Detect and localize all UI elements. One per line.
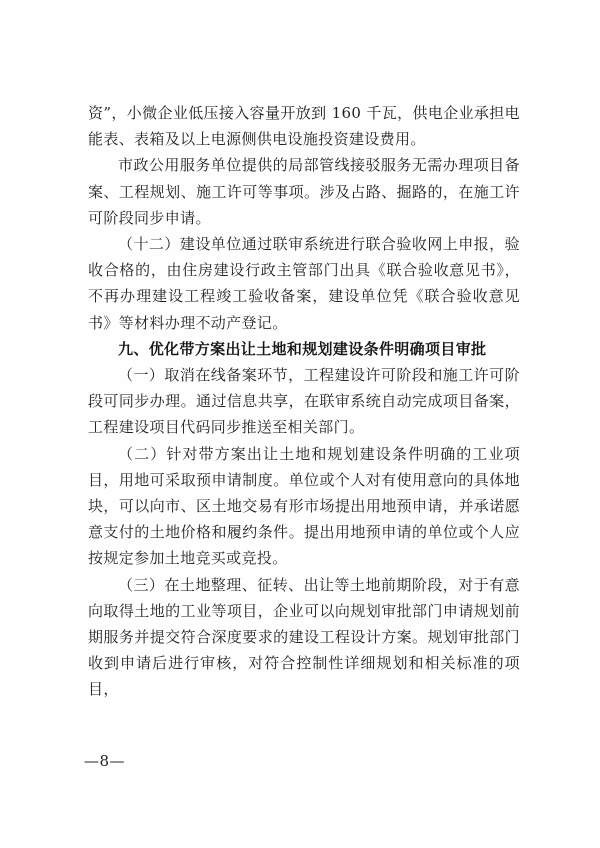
paragraph-continued-power-supply: 资”，小微企业低压接入容量开放到 160 千瓦，供电企业承担电能表、表箱及以上电源侧供电设施投资建设费用。	[88, 104, 520, 149]
paragraph-item-1-filing: （一）取消在线备案环节，工程建设许可阶段和施工许可阶段可同步办理。通过信息共享，在联审系统自动完成项目备案，工程建设项目代码同步推送至相关部门。	[88, 366, 520, 437]
paragraph-item-2-land-pre-application: （二）针对带方案出让土地和规划建设条件明确的工业项目，用地可采取预申请制度。单位或个人对有使用意向的具体地块，可以向市、区土地交易有形市场提出用地预申请，并承诺愿意支付的土地价格和履约条件。提出用地预申请的单位或个人应按规定参加土地竞买或竞投。	[88, 444, 520, 568]
paragraph-municipal-services: 市政公用服务单位提供的局部管线接驳服务无需办理项目备案、工程规划、施工许可等事项。涉及占路、掘路的，在施工许可阶段同步申请。	[88, 156, 520, 227]
paragraph-item-3-planning-service: （三）在土地整理、征转、出让等土地前期阶段，对于有意向取得土地的工业等项目，企业可以向规划审批部门申请规划前期服务并提交符合深度要求的建设工程设计方案。规划审批部门收到申请后进行审核，对符合控制性详细规划和相关标准的项目，	[88, 575, 520, 699]
page-number: —8—	[84, 752, 126, 770]
paragraph-item-12-joint-acceptance: （十二）建设单位通过联审系统进行联合验收网上申报，验收合格的，由住房建设行政主管部门出具《联合验收意见书》，不再办理建设工程竣工验收备案，建设单位凭《联合验收意见书》等材料办理不动产登记。	[88, 235, 520, 332]
section-heading-9: 九、优化带方案出让土地和规划建设条件明确项目审批	[118, 339, 487, 358]
body-text	[88, 100, 520, 703]
